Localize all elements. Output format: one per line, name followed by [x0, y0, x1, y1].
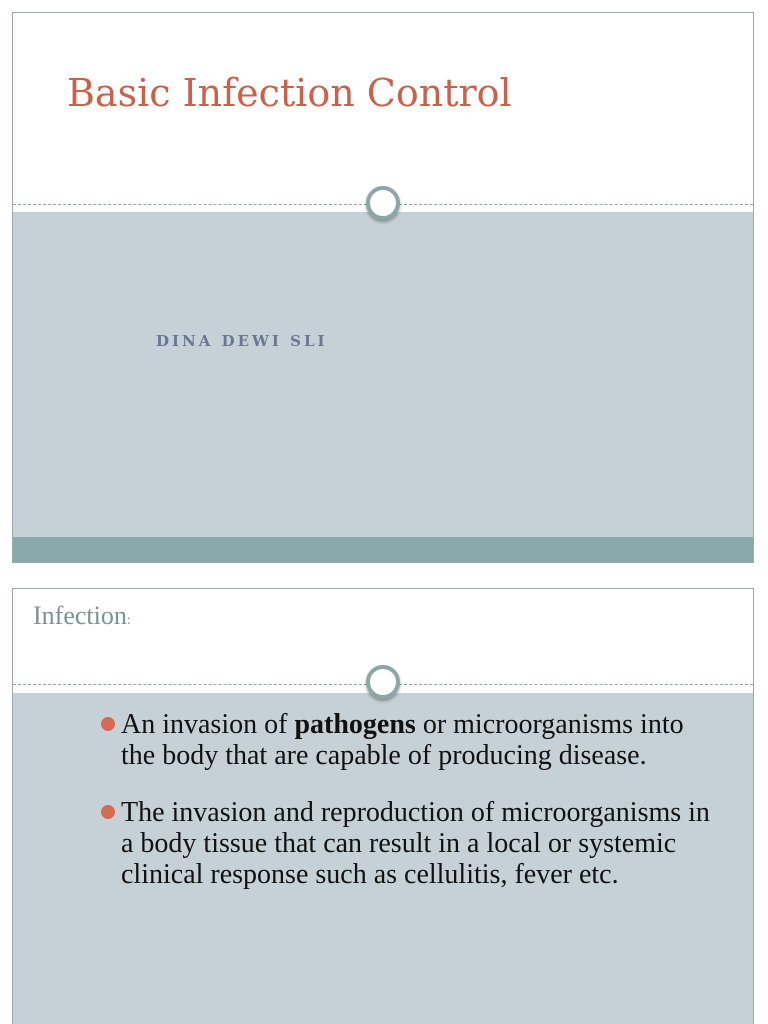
bullet-text: The invasion and reproduction of microorganisms in a body tissue that can result in a local or systemic clinical response such as cellulitis, fever etc. — [121, 797, 710, 890]
bullet-item — [101, 709, 721, 771]
slide-body-area — [13, 212, 753, 537]
bullet-dot-icon — [101, 717, 115, 731]
slide-heading — [33, 601, 131, 631]
slide-infection — [12, 588, 754, 1024]
ring-ornament-icon — [366, 186, 400, 220]
slide-bottom-band — [13, 537, 753, 562]
slide-heading-text: Infection — [33, 601, 127, 630]
bullet-list — [101, 709, 721, 916]
bullet-text: An invasion of — [121, 709, 295, 740]
slide-heading-colon: : — [126, 613, 131, 628]
bullet-bold-text: pathogens — [294, 709, 416, 740]
slide-title-area — [13, 13, 753, 205]
bullet-item — [101, 797, 721, 890]
bullet-text: or microorganisms into the body that are capable of producing disease. — [121, 709, 684, 771]
presentation-title: Basic Infection Control — [67, 71, 512, 115]
bullet-dot-icon — [101, 805, 115, 819]
slide-title — [12, 12, 754, 563]
ring-ornament-icon — [366, 665, 400, 699]
presentation-author: DINA DEWI SLI — [156, 332, 328, 350]
